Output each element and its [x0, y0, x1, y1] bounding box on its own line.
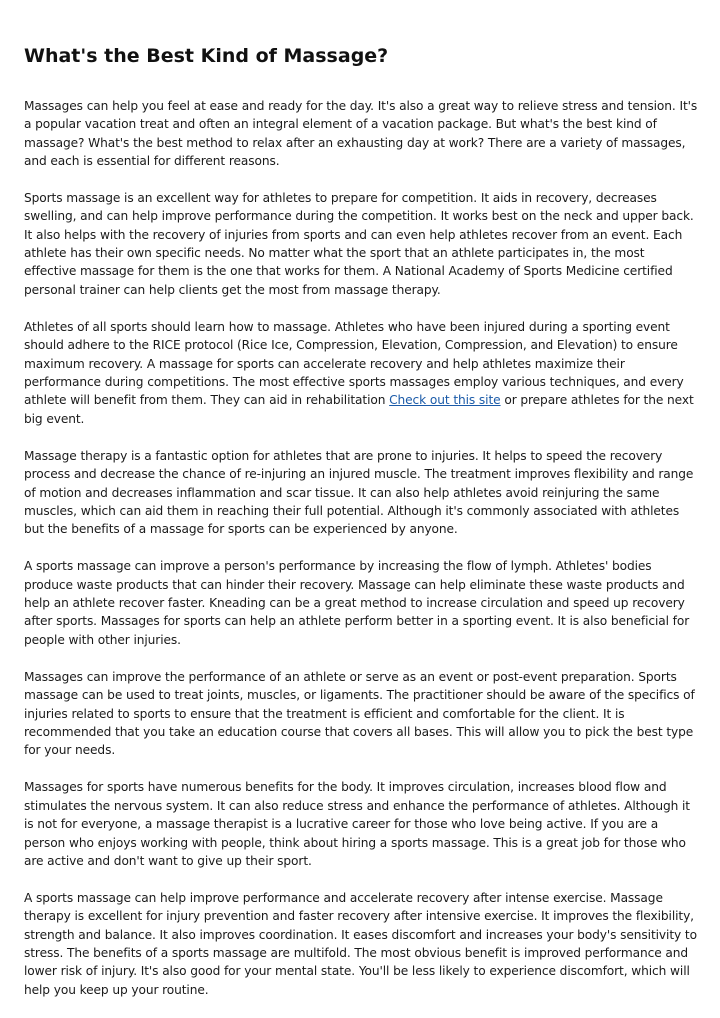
- paragraph-8: A sports massage can help improve performance and accelerate recovery after intense exercise. Massage therapy is excellent for injury prevention and faster recovery after intensive exercise. It improves the flexibility, strength and balance. It also improves coordination. It eases discomfort and increases your body's sensitivity to stress. The benefits of a sports massage are multifold. The most obvious benefit is improved performance and lower risk of injury. It's also good for your mental state. You'll be less likely to experience discomfort, which will help you keep up your routine.: [24, 890, 697, 997]
- paragraph-3-text-before: Athletes of all sports should learn how to massage. Athletes who have been injured during a sporting event should adhere to the RICE protocol (Rice Ice, Compression, Elevation, Compression, and Elevation) to ensure maximum recovery. A massage for sports can accelerate recovery and help athletes maximize their performance during competitions. The most effective sports massages employ various techniques, and every athlete will benefit from them. They can aid in rehabilitation: [24, 319, 684, 408]
- paragraph-7: Massages for sports have numerous benefits for the body. It improves circulation, increases blood flow and stimulates the nervous system. It can also reduce stress and enhance the performance of athletes. Although it is not for everyone, a massage therapist is a lucrative career for those who love being active. If you are a person who enjoys working with people, think about hiring a sports massage. This is a great job for those who are active and don't want to give up their sport.: [24, 780, 690, 868]
- paragraph-4: Massage therapy is a fantastic option for athletes that are prone to injuries. It helps to speed the recovery process and decrease the chance of re-injuring an injured muscle. The treatment improves flexibility and range of motion and decreases inflammation and scar tissue. It can also help athletes avoid reinjuring the same muscles, which can aid them in reaching their full potential. Although it's commonly associated with athletes but the benefits of a massage for sports can be experienced by anyone.: [24, 448, 694, 537]
- paragraph-6: Massages can improve the performance of an athlete or serve as an event or post-event preparation. Sports massage can be used to treat joints, muscles, or ligaments. The practitioner should be aware of the specifics of injuries related to sports to ensure that the treatment is efficient and comfortable for the client. It is recommended that you take an education course that covers all bases. This will allow you to pick the best type for your needs.: [24, 669, 695, 758]
- paragraph-3: [24, 318, 698, 428]
- paragraph-3-text-after: or prepare athletes for the next big event.: [24, 393, 694, 426]
- paragraph-5: A sports massage can improve a person's performance by increasing the flow of lymph. Athletes' bodies produce waste products that can hinder their recovery. Massage can help eliminate these waste products and help an athlete recover faster. Kneading can be a great method to increase circulation and speed up recovery after sports. Massages for sports can help an athlete perform better in a sporting event. It is also beneficial for people with other injuries.: [24, 559, 690, 647]
- paragraph-2: Sports massage is an excellent way for athletes to prepare for competition. It aids in recovery, decreases swelling, and can help improve performance during the competition. It works best on the neck and upper back. It also helps with the recovery of injuries from sports and can even help athletes recover from an event. Each athlete has their own specific needs. No matter what the sport that an athlete participates in, the most effective massage for them is the one that works for them. A National Academy of Sports Medicine certified personal trainer can help clients get the most from massage therapy.: [24, 190, 694, 297]
- check-out-site-link[interactable]: Check out this site: [389, 393, 501, 408]
- page-title: What's the Best Kind of Massage?: [24, 45, 389, 67]
- paragraph-1: Massages can help you feel at ease and ready for the day. It's also a great way to relieve stress and tension. It's a popular vacation treat and often an integral element of a vacation package. But what's the best kind of massage? What's the best method to relax after an exhausting day at work? There are a variety of massages, and each is essential for different reasons.: [24, 98, 698, 168]
